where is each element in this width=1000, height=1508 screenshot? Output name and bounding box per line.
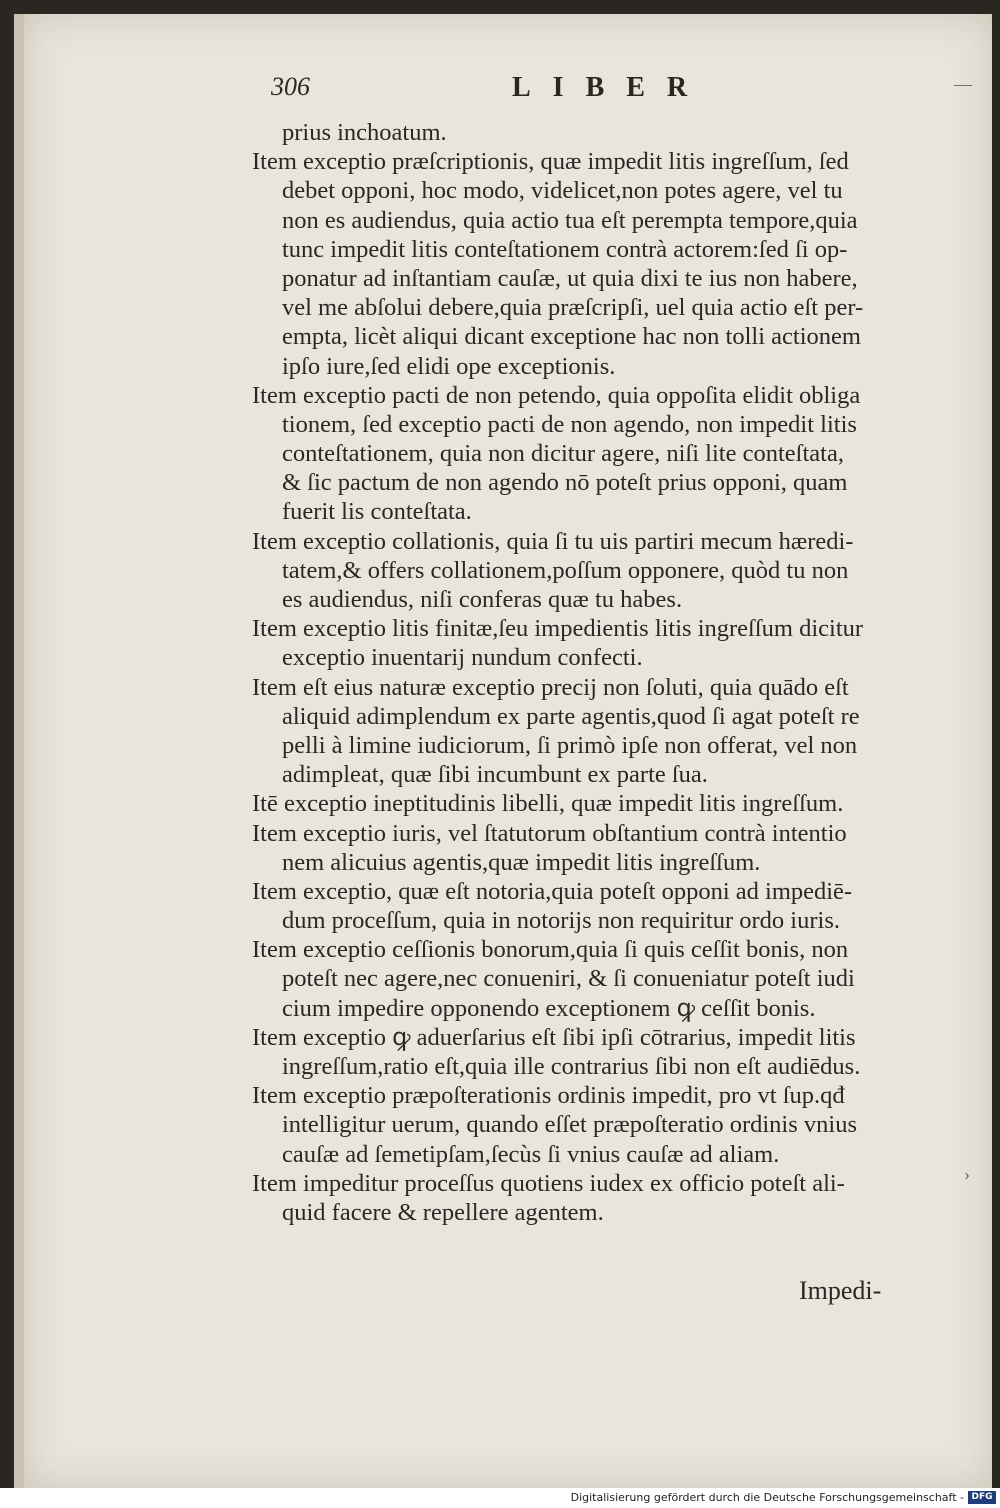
- page-number: 306: [271, 72, 310, 101]
- text-line: poteſt nec agere,nec conueniri, & ſi conueniatur poteſt iudi: [282, 965, 855, 993]
- text-line: nem alicuius agentis,quæ impedit litis ingreſſum.: [282, 848, 761, 876]
- dfg-logo: DFG: [968, 1491, 996, 1504]
- text-line: & ſic pactum de non agendo nō poteſt prius opponi, quam: [282, 469, 848, 497]
- text-line: ingreſſum,ratio eſt,quia ille contrarius ſibi non eſt audiēdus.: [282, 1053, 861, 1080]
- text-line: quid facere & repellere agentem.: [282, 1198, 604, 1226]
- margin-mark: ›: [964, 1164, 970, 1184]
- text-line: Item impeditur proceſſus quotiens iudex ex officio poteſt ali-: [252, 1169, 845, 1197]
- text-line: Item exceptio collationis, quia ſi tu uis partiri mecum hæredi-: [252, 527, 854, 555]
- text-line: ipſo iure,ſed elidi ope exceptionis.: [282, 352, 616, 380]
- text-line: Item exceptio ꝙ aduerſarius eſt ſibi ipſi cōtrarius, impedit litis: [252, 1023, 856, 1051]
- text-line: pelli à limine iudiciorum, ſi primò ipſe non offerat, vel non: [282, 731, 858, 759]
- text-line: Item exceptio iuris, vel ſtatutorum obſtantium contrà intentio: [252, 819, 847, 847]
- margin-mark: —: [954, 74, 972, 94]
- text-line: Item exceptio litis finitæ,ſeu impedientis litis ingreſſum dicitur: [252, 615, 864, 643]
- text-line: Item exceptio ceſſionis bonorum,quia ſi quis ceſſit bonis, non: [252, 936, 849, 964]
- text-line: adimpleat, quæ ſibi incumbunt ex parte ſua.: [282, 761, 708, 789]
- catchword: Impedi-: [799, 1276, 882, 1305]
- text-line: tatem,& offers collationem,poſſum opponere, quòd tu non: [282, 556, 849, 584]
- text-line: Item exceptio, quæ eſt notoria,quia poteſt opponi ad impediē-: [252, 877, 853, 905]
- running-title: LIBER: [512, 72, 710, 103]
- text-line: intelligitur uerum, quando eſſet præpoſteratio ordinis vnius: [282, 1111, 857, 1139]
- text-line: non es audiendus, quia actio tua eſt perempta tempore,quia: [282, 206, 858, 234]
- text-line: aliquid adimplendum ex parte agentis,quod ſi agat poteſt re: [282, 702, 860, 730]
- text-line: Item exceptio pacti de non petendo, quia oppoſita elidit obliga: [252, 381, 861, 409]
- body-text: [234, 118, 944, 1227]
- digitization-footer: [0, 1488, 1000, 1508]
- text-line: tionem, ſed exceptio pacti de non agendo, non impedit litis: [282, 410, 857, 438]
- text-line: fuerit lis conteſtata.: [282, 498, 472, 526]
- text-line: exceptio inuentarij nundum confecti.: [282, 644, 643, 672]
- footer-credit: Digitalisierung gefördert durch die Deutsche Forschungsgemeinschaft -: [570, 1491, 964, 1504]
- text-line: conteſtationem, quia non dicitur agere, niſi lite conteſtata,: [282, 440, 844, 468]
- text-line: Item exceptio præſcriptionis, quæ impedit litis ingreſſum, ſed: [252, 148, 849, 176]
- text-line: es audiendus, niſi conferas quæ tu habes.: [282, 586, 683, 613]
- text-line: vel me abſolui debere,quia præſcripſi, uel quia actio eſt per-: [282, 294, 864, 322]
- text-line: ponatur ad inſtantiam cauſæ, ut quia dixi te ius non habere,: [282, 264, 858, 292]
- text-line: prius inchoatum.: [282, 119, 447, 146]
- text-line: cium impedire opponendo exceptionem ꝙ ceſſit bonis.: [282, 994, 816, 1022]
- text-line: cauſæ ad ſemetipſam,ſecùs ſi vnius cauſæ ad aliam.: [282, 1140, 780, 1168]
- book-page: [14, 14, 992, 1488]
- text-line: empta, licèt aliqui dicant exceptione hac non tolli actionem: [282, 323, 861, 351]
- text-line: debet opponi, hoc modo, videlicet,non potes agere, vel tu: [282, 177, 843, 205]
- text-line: Itē exceptio ineptitudinis libelli, quæ impedit litis ingreſſum.: [252, 790, 844, 818]
- text-line: Item eſt eius naturæ exceptio precij non ſoluti, quia quādo eſt: [252, 673, 849, 701]
- text-line: tunc impedit litis conteſtationem contrà actorem:ſed ſi op-: [282, 235, 848, 263]
- text-line: Item exceptio præpoſterationis ordinis impedit, pro vt ſup.qđ: [252, 1082, 845, 1110]
- text-line: dum proceſſum, quia in notorijs non requiritur ordo iuris.: [282, 907, 840, 935]
